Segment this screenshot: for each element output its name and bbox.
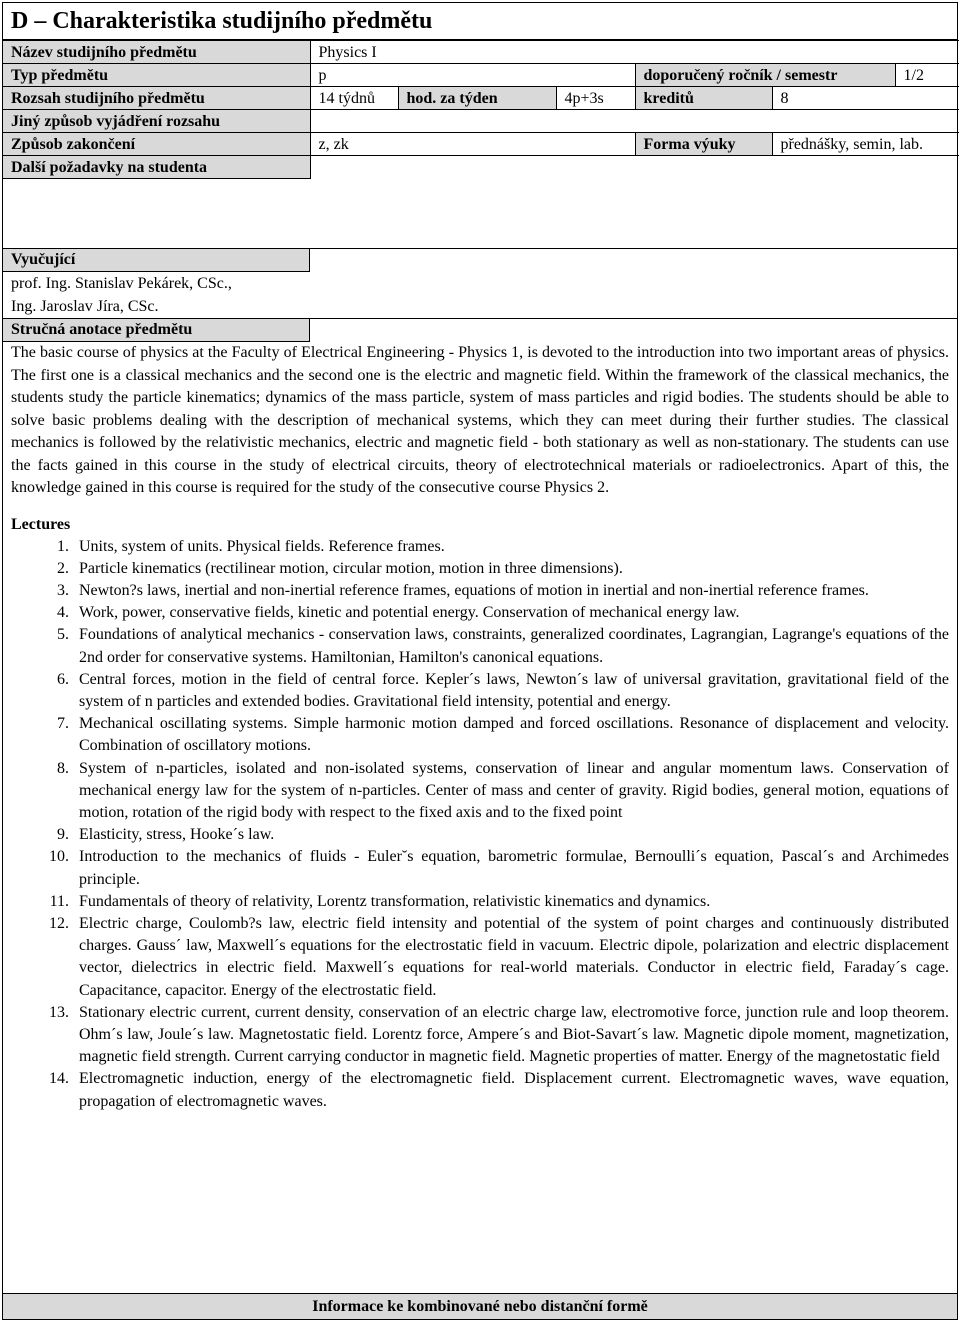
lecture-number: 10. (49, 848, 69, 866)
lecture-number: 14. (49, 1070, 69, 1088)
teacher-2: Ing. Jaroslav Jíra, CSc. (11, 298, 159, 315)
annotation-label: Stručná anotace předmětu (3, 319, 310, 342)
lecture-number: 1. (57, 537, 69, 555)
lecture-text: Particle kinematics (rectilinear motion, circular motion, motion in three dimensions). (79, 559, 623, 577)
table-row (3, 41, 959, 64)
table-row (3, 110, 959, 133)
lecture-number: 9. (57, 826, 69, 844)
lecture-text: Fundamentals of theory of relativity, Lorentz transformation, relativistic kinematics and dynamics. (79, 892, 711, 910)
footer-heading: Informace ke kombinované nebo distanční formě (3, 1293, 957, 1319)
lecture-number: 5. (57, 626, 69, 644)
table-row (3, 87, 959, 110)
lecture-number: 6. (57, 670, 69, 688)
lecture-text: Central forces, motion in the field of central force. Kepler´s laws, Newton´s law of universal gravitation, gravitational field of the system of n particles and extended bodies. Gravitational field intensity, potential and energy. (79, 670, 949, 710)
lecture-text: Mechanical oscillating systems. Simple harmonic motion damped and forced oscillations. Resonance of displacement and velocity. Combination of oscillatory motions. (79, 715, 949, 755)
list-item (11, 891, 949, 913)
lectures-heading: Lectures (11, 515, 71, 533)
credits-value: 8 (772, 87, 959, 110)
annotation-section (3, 318, 957, 500)
course-name-label: Název studijního předmětu (3, 41, 310, 64)
list-item (11, 758, 949, 825)
table-row (3, 64, 959, 87)
list-item (11, 624, 949, 668)
table-row (3, 156, 959, 179)
lecture-text: Electromagnetic induction, energy of the electromagnetic field. Displacement current. Electromagnetic waves, wave equation, propagation of electromagnetic waves. (79, 1070, 949, 1110)
lecture-number: 7. (57, 715, 69, 733)
other-requirements-label: Další požadavky na studenta (3, 156, 310, 179)
course-sheet (2, 2, 958, 1320)
recommended-year-value: 1/2 (895, 64, 959, 87)
page-title: D – Charakteristika studijního předmětu (3, 3, 957, 40)
course-scope-value: 14 týdnů (310, 87, 398, 110)
table-row (3, 133, 959, 156)
completion-value: z, zk (310, 133, 635, 156)
lecture-text: Introduction to the mechanics of fluids - Euler˘s equation, barometric formulae, Bernoulli´s equation, Pascal´s and Archimedes principle. (79, 848, 949, 888)
lecture-text: Elasticity, stress, Hooke´s law. (79, 826, 275, 844)
teachers-section (3, 249, 957, 318)
lecture-text: Foundations of analytical mechanics - conservation laws, constraints, generalized coordinates, Lagrangian, Lagrange's equations of the 2nd order for conservative systems. Hamiltonian, Hamilton's canonical equations. (79, 626, 949, 666)
credits-label: kreditů (635, 87, 772, 110)
teacher-1: prof. Ing. Stanislav Pekárek, CSc., (11, 275, 232, 292)
course-type-value: p (310, 64, 635, 87)
course-scope-label: Rozsah studijního předmětu (3, 87, 310, 110)
teachers-label: Vyučující (3, 249, 310, 272)
teachers-list (3, 272, 957, 318)
lecture-number: 8. (57, 759, 69, 777)
list-item (11, 1002, 949, 1069)
recommended-year-label: doporučený ročník / semestr (635, 64, 895, 87)
list-item (11, 602, 949, 624)
lecture-number: 2. (57, 559, 69, 577)
lecture-number: 12. (49, 914, 69, 932)
lecture-number: 13. (49, 1003, 69, 1021)
annotation-text: The basic course of physics at the Faculty of Electrical Engineering - Physics 1, is devoted to the introduction into two important areas of physics. The first one is a classical mechanics and the second one is the electric and magnetic field. Within the framework of the classical mechanics, the students study the particle kinematics; dynamics of the mass particle, system of mass particles and rigid bodies. The students should be able to solve basic problems dealing with the description of mechanical systems, which they can meet during their further studies. The classical mechanics is followed by the relativistic mechanics, electric and magnetic field - both stationary as well as non-stationary. The students can use the facts gained in this course in the study of electrical circuits, theory of electrotechnical materials or radioelectronics. Apart of this, the knowledge gained in this course is required for the study of the consecutive course Physics 2. (11, 344, 949, 496)
other-scope-label: Jiný způsob vyjádření rozsahu (3, 110, 310, 133)
lecture-text: Newton?s laws, inertial and non-inertial reference frames, equations of motion in inertial and non-inertial reference frames. (79, 581, 869, 599)
course-name-value: Physics I (310, 41, 959, 64)
completion-label: Způsob zakončení (3, 133, 310, 156)
lectures-list (3, 536, 957, 1113)
requirements-space (3, 179, 957, 249)
list-item (11, 580, 949, 602)
lecture-text: System of n-particles, isolated and non-isolated systems, conservation of linear and angular momentum laws. Conservation of mechanical energy law for the system of n-particles. Center of mass and center of gravity. Rigid bodies, general motion, equations of motion, rotation of the rigid body with respect to the fixed axis and to the fixed point (79, 759, 949, 821)
course-info-table (3, 40, 959, 179)
teaching-form-label: Forma výuky (635, 133, 772, 156)
lecture-number: 11. (49, 892, 69, 910)
course-type-label: Typ předmětu (3, 64, 310, 87)
lecture-text: Stationary electric current, current density, conservation of an electric charge law, electromotive force, junction rule and loop theorem. Ohm´s law, Joule´s law. Magnetostatic field. Lorentz force, Ampere´s and Biot-Savart´s law. Magnetic dipole moment, magnetization, magnetic field strength. Current carrying conductor in magnetic field. Magnetic properties of matter. Energy of the magnetostatic field (79, 1003, 949, 1066)
list-item (11, 713, 949, 757)
lecture-text: Electric charge, Coulomb?s law, electric field intensity and potential of the system of point charges and continuously distributed charges. Gauss´ law, Maxwell´s equations for the electrostatic field in vacuum. Electric dipole, polarization and electric displacement vector, dielectrics in electric field. Maxwell´s equations for real-world materials. Conductor in electric field, Faraday´s cage. Capacitance, capacitor. Energy of the electrostatic field. (79, 914, 949, 999)
lecture-text: Units, system of units. Physical fields. Reference frames. (79, 537, 445, 555)
list-item (11, 1068, 949, 1112)
list-item (11, 846, 949, 890)
list-item (11, 558, 949, 580)
list-item (11, 669, 949, 713)
list-item (11, 824, 949, 846)
other-requirements-value (310, 156, 959, 179)
other-scope-value (310, 110, 959, 133)
hours-per-week-value: 4p+3s (556, 87, 635, 110)
list-item (11, 536, 949, 558)
teaching-form-value: přednášky, semin, lab. (772, 133, 959, 156)
lecture-number: 3. (57, 581, 69, 599)
list-item (11, 913, 949, 1002)
lecture-text: Work, power, conservative fields, kinetic and potential energy. Conservation of mechanical energy law. (79, 604, 740, 622)
hours-per-week-label: hod. za týden (398, 87, 556, 110)
lecture-number: 4. (57, 604, 69, 622)
